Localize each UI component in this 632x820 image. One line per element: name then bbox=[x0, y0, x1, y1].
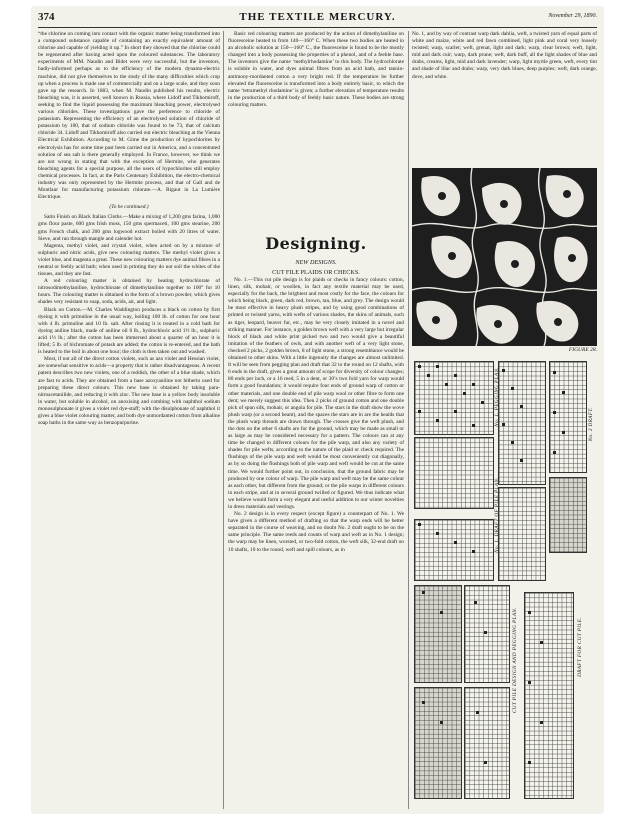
issue-date: November 29, 1890. bbox=[548, 13, 597, 19]
designing-heading: Designing. bbox=[265, 234, 367, 253]
column-1 bbox=[38, 31, 220, 809]
figure-28-image bbox=[412, 168, 597, 346]
label-no2-draft: No. 2 DRAFT. bbox=[588, 407, 594, 442]
page-number: 374 bbox=[38, 11, 55, 23]
label-no1-draft-of-pile-plan: No. 1. DRAFT OF PILE PLAN. bbox=[494, 477, 500, 554]
floral-pattern-illustration bbox=[412, 168, 597, 346]
column-divider-2 bbox=[408, 31, 409, 809]
new-designs-heading: NEW DESIGNS. bbox=[295, 259, 337, 266]
header-rule bbox=[38, 27, 597, 28]
label-no1-pegging-plan: No. 1. PEGGING PLAN. bbox=[494, 367, 500, 427]
black-on-cotton-text: Black on Cotton.—M. Charles Waddington produces a black on cotton by first dyeing it with primuline in the usual way, boiling 100 lb. of cotton for one hour with 4 lb. primuline and 10 lb. salt. After rinsing it is treated in a cold bath for dyeing aniline black, made of aniline oil 6 lb., hydrochloric acid 1½ lb., sulphuric acid 1½ lb.; after the cotton has been immersed about a quarter of an hour it is lifted; 5 lb. of bichromate of potash are added; the cotton is re-entered, and the bath is heated to the boil in about one hour; the cloth is then taken out and washed. bbox=[38, 306, 220, 356]
column-divider-1 bbox=[223, 31, 224, 809]
masthead-title: THE TEXTILE MERCURY. bbox=[239, 11, 396, 23]
design-no1-text: No. 1.—This cut pile design is for plaids or checks in fancy colours: cotton, linen, silk, mohair, or woollen, in fact any textile material may be used, especially for the back, the brightest and most costly for the face, the colours for which being black, green, dark red, brown, tan, blue, and grey. The design would be most effective in heavy plush stripes, and by using good combinations of printed or twisted yarns, with wefts of various shades, the skins of animals, such as tiger, leopard, beaver fur, etc., may be very closely imitated in a novel and striking manner. For instance, a golden brown weft with a very large but irregular block of black and white print picked two and two would give a beautiful imitation of the feathers of owls, and with another weft of a very light stone, checked 2 picks, 2 golden brown, 8 of light stone, a strong resemblance would be obtained to other skins. With a little ingenuity the changes are almost unlimited. It will be seen from pegging plan and draft that 32 to the round on 12 shafts, with 6 ends in the draft, gives a great amount of scope for diversity of colour changes; 80 ends per inch, or a 16 reed, 5 in a dent, or 30’s two fold yarn for warp would form a good foundation; it would require four ends of ground warp of cotton or other materials, and one double end of pile warp wool or other fibre to form one dent; we merely suggest this idea. Then 2 picks of ground cotton and one double pick of spun silk, mohair, or angola for pile. The stars in the draft show the wove plush warp (or a second beam), and the spaces the stars are in are the healds that the plush warp threads are drawn through. The crosses give the weft plush, and the dots on the other 6 shafts are for the ground, which may be made as small or as large as may be considered necessary for a pattern. The colours can at any time be changed to different colours for the pile warp, and also any variety of shades for pile wefts, according to the nature of the plaid or check required. The flushings of the pile warp and weft would be most conveniently cut diagonally, as by so doing the flushings both of pile warp and weft would be cut at the same time. We would further point out, in conclusion, that the ground fabric may be produced by one colour of warp. The pile warp and weft may be the same colour as each other, but different from the ground; or the pile warps in different colours in each stripe, and at in several ground twilled or figured. We thus indicate what we believe would form a very elegant and useful addition to our winter novelties in dress materials and vestings. bbox=[228, 277, 404, 510]
figure-28-caption: FIGURE 28. bbox=[568, 347, 597, 353]
cut-file-heading: CUT FILE PLAIDS OR CHECKS. bbox=[272, 269, 360, 276]
colour-combinations-text: No. 1, and by way of contrast warp dark dahlia, weft, a twisted yarn of equal parts of white and maize, white and red fawn combined, light pink and coral very loosely twisted; warp, scarlet; weft, grenat, light and dark; warp, clear brown; weft, light, mid and dark cuir; warp, dark prune; weft, dark buff, all the light shades of blue and drabs, creams, light, mid and dark lavender; warp, light myrtle green, weft, every tint and shade of lilac and drabs; warp, very dark blues, deep purples; weft, dark orange, dove, and white. bbox=[412, 31, 597, 80]
label-draft-for-cut-pile: DRAFT FOR CUT PILE. bbox=[577, 617, 583, 677]
design-no2-text: No. 2 design is in every respect (except figure) a counterpart of No. 1. We have given a different method of drafting so that the warp ends will be better separated in the course of weaving, and no doubt No. 2 draft ought to be on the same principle. The same reeds and counts of warp and weft as in No. 1 design; the warp may be linen, worsted, or two-fold cotton, the weft silk, 32-end draft on 10 shafts, 10 to the round, weft and spill colours, as in bbox=[228, 511, 404, 553]
column-3-text bbox=[412, 31, 597, 131]
magenta-text: Magenta, methyl violet, and crystal violet, when acted on by a mixture of sulphuric and nitric acids, give new colouring matters. The methyl violet gives a violet blue, and magenta a great. These new colouring matters dye animal fibres in a neutral or feebly acid bath; when used in printing they do not soil the whites of the tissues, and they are fast. bbox=[38, 242, 220, 278]
newspaper-page bbox=[32, 7, 603, 813]
label-cut-pile-design: CUT PILE DESIGN AND PEGGING PLAN. bbox=[512, 607, 518, 714]
grid-markings bbox=[414, 361, 597, 801]
column-2-body bbox=[228, 277, 404, 787]
satin-finish-text: Satin Finish on Black Italian Cloths.—Make a mixing of 1,200 gms farina, 1,000 gms flour paste, 600 gms Irish moss, 150 gms spermaceti, 100 gms stearine, 200 gms French chalk, and 200 gms logwood extract boiled with 20 litres of water. Sieve, and run through mangle and calender hot. bbox=[38, 214, 220, 242]
page-header bbox=[38, 11, 597, 25]
column-2-top bbox=[228, 31, 404, 231]
to-be-continued: (To be continued.) bbox=[109, 204, 149, 211]
cotton-violets-text: Most, if not all of the direct cotton violets, such as azo violet and Hessian violet, are somewhat sensitive to acids—a property that is rather disadvantageous. A recent patent describes two new violets, one of a reddish, the other of a blue shade, which are fast to acids. They are obtained from a base azoxyaniline not hitherto used for preparing these direct colours. This new base is obtained by taking para-nitroacetanilide, and reducing it with zinc. The new base is a yellow body insoluble in water, but soluble in alcohol, on anoxising and combing with naphthol sodium monosulphonate it gives a violet red dye-stuff; with the disulphonate of naphthol it gives a blue violet colouring matter, and both dye unmordanted cotton from alkaline soap baths in the same way as benzopurpurine. bbox=[38, 356, 220, 427]
bleaching-text: “the chlorine on coming into contact with the organic matter being transformed into a compound substance capable of containing an exactly equivalent amount of chlorine and capable of yielding it up.” In short they showed that the chlorine could be regenerated after having acted upon the coloured substances. The laboratory experiments of MM. Naudin and Bidet were very successful, but the inventors, badly-informed perhaps as to the efficiency of the modern dynamo-electric machine, did not give themselves to the study of the many difficulties which crop up when a process is made use of commercially and on a large scale, and they soon gave up the research. In 1883, when M. Naudin published his results, electric bleaching was, it is asserted, well known in Russia, where Lidoff and Tikhomiroff, seeking to find the liquid possessing the maximum bleaching power, electrolysed various chlorides. These investigations gave the preference to chloride of potassium. Representing the efficiency of an electrolysed solution of chloride of potassium by 100, that of sodium chloride was found to be 73, that of calcium chloride 34. Lidoff and Tikhomiroff also carried out electric bleaching at the Vienna Electrical Exhibition. According to M. Gime the production of hypochlorites by electrolysis has for some time past been carried out in America, and a concentrated solution of sea salt is there generally employed. In France, however, we think we are not wrong in stating that with the exception of Hermite, who generates bleaching agents for a special purpose, all the users of hypochlorites still employ chemical processes. In fact, at the Paris Centenary Exhibition, the electro-chemical industry was only represented by the Hermite process, and that of Gall and de Montlaur for manufacturing potassium chlorate.—A. Rigaut in La Lumière Electrique. bbox=[38, 31, 220, 201]
basic-red-text: Basic red colouring matters are produced by the action of dimethylaniline on fluoresceine heated to from 140—160° C. When these two bodies are heated in an alcoholic solution at 150—160° C., the fluoresceine is found to be the mostly changed into a body possessing the properties of a phenol, and of a feeble base. The inventors give the name ‘methylrhodamine’ to this body. The hydrochlorate is soluble in water, and dyes animal fibres from an acid bath, and tannin-antimony-mordanted cotton a very bright red. If the temperature be further elevated the fluoresceine is transformed into a body entirely basic, to which the name ‘tetramethyl rhodamine’ is given; a further elevation of temperature results in the production of a third body of feebly basic nature. These bodies are strong colouring matters. bbox=[228, 31, 404, 108]
red-colouring-text: A red colouring matter is obtained by heating hydrochlorate of nitrosodimethylaniline, hydrochlorate of dimethylaniline together to 100° for 10 hours. The colouring matter is obtained in the form of a brown powder, which gives shades very resistant to soap, soda, acids, air, and light. bbox=[38, 278, 220, 306]
